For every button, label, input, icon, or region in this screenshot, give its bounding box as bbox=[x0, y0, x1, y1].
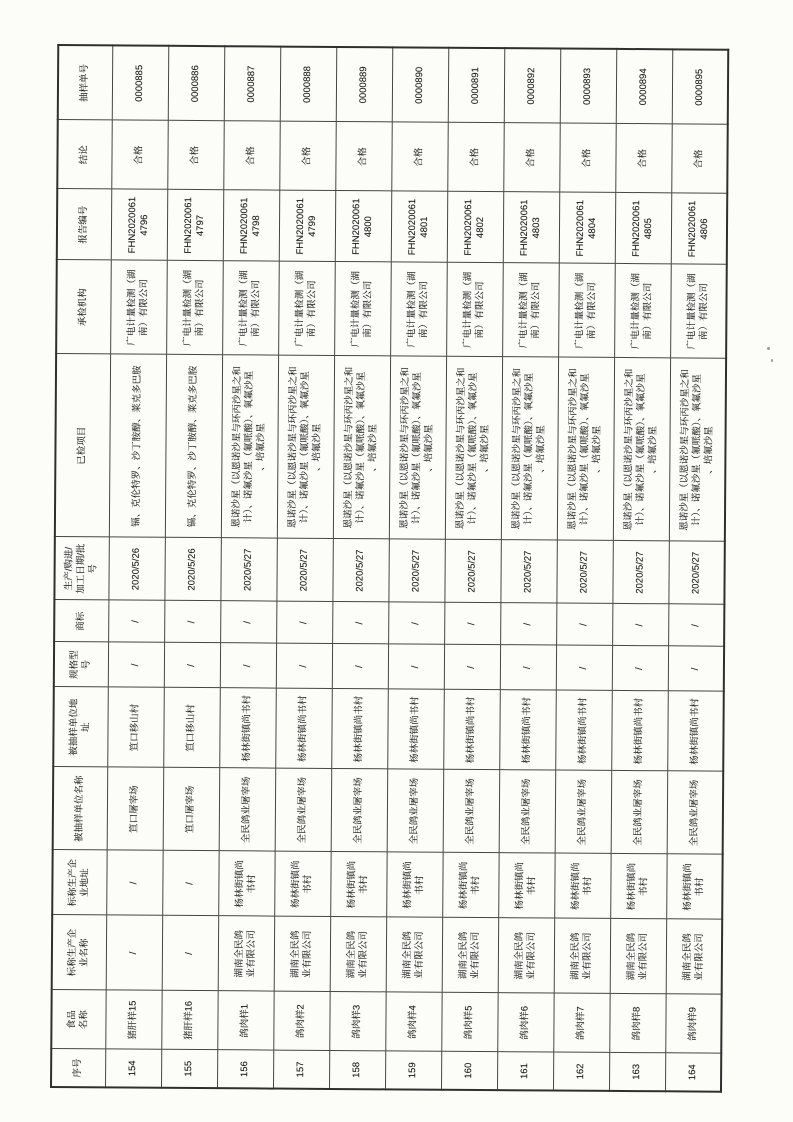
cell-tested_items: 恩诺沙星（以恩诺沙星与环丙沙星之和 计）、诺氟沙星（氟哌酸）、氧氟沙星 、培氟沙星 bbox=[557, 358, 614, 541]
cell-trademark: / bbox=[164, 601, 220, 643]
cell-tested_items: 恩诺沙星（以恩诺沙星与环丙沙星之和 计）、诺氟沙星（氟哌酸）、氧氟沙星 、培氟沙星 bbox=[501, 357, 558, 540]
scan-artifact bbox=[767, 347, 770, 350]
cell-producer_address: 杨林街镇尚 书村 bbox=[498, 853, 554, 918]
cell-seq: 159 bbox=[385, 1051, 441, 1089]
cell-spec: / bbox=[556, 646, 612, 691]
cell-trademark: / bbox=[668, 604, 724, 646]
cell-sampled_unit_name: 全民鸽业屠宰场 bbox=[443, 770, 500, 853]
cell-producer_name: 湖南全民鸽 业有限公司 bbox=[498, 918, 555, 993]
header-report_no: 报告编号 bbox=[57, 189, 111, 260]
cell-spec: / bbox=[444, 645, 500, 690]
cell-sampled_unit_address: 杨林街镇尚书村 bbox=[443, 690, 500, 770]
header-sampled_unit_address: 被抽样单位地 址 bbox=[53, 687, 108, 767]
cell-spec: / bbox=[108, 642, 164, 687]
cell-seq: 157 bbox=[273, 1051, 329, 1089]
cell-sampled_unit_address: 杨林街镇尚书村 bbox=[219, 688, 276, 768]
table-row bbox=[385, 47, 448, 1089]
cell-date_batch: 2020/5/26 bbox=[164, 538, 220, 601]
cell-producer_name: 湖南全民鸽 业有限公司 bbox=[554, 919, 611, 994]
cell-food_name: 猪肝样16 bbox=[161, 991, 217, 1050]
cell-seq: 158 bbox=[329, 1051, 385, 1089]
cell-sample_no: 0000894 bbox=[616, 49, 673, 124]
cell-tested_items: 镉、克伦特罗、沙丁胺醇、莱克多巴胺 bbox=[165, 355, 222, 538]
cell-sampled_unit_address: 笪口移山村 bbox=[107, 687, 164, 767]
cell-agency: 广电计量检测（湖 南）有限公司 bbox=[446, 263, 503, 357]
cell-seq: 156 bbox=[217, 1050, 273, 1088]
cell-producer_address: 杨林街镇尚 书村 bbox=[554, 854, 610, 919]
header-tested_items: 已检项目 bbox=[55, 354, 110, 537]
header-sample_no: 抽样单号 bbox=[58, 45, 113, 120]
table-row bbox=[105, 45, 168, 1087]
cell-agency: 广电计量检测（湖 南）有限公司 bbox=[390, 262, 447, 356]
cell-sample_no: 0000891 bbox=[448, 48, 505, 123]
cell-seq: 155 bbox=[161, 1050, 217, 1088]
cell-agency: 广电计量检测（湖 南）有限公司 bbox=[110, 260, 167, 354]
cell-date_batch: 2020/5/27 bbox=[556, 541, 612, 604]
cell-sample_no: 0000885 bbox=[112, 45, 169, 120]
table-row bbox=[665, 49, 728, 1091]
cell-producer_name: 湖南全民鸽 业有限公司 bbox=[330, 917, 387, 992]
cell-food_name: 鸽肉样1 bbox=[217, 991, 273, 1050]
header-agency: 承检机构 bbox=[56, 260, 111, 354]
table-row bbox=[217, 46, 280, 1088]
cell-spec: / bbox=[612, 646, 668, 691]
header-trademark: 商标 bbox=[54, 600, 108, 642]
cell-food_name: 鸽肉样5 bbox=[441, 993, 497, 1052]
cell-trademark: / bbox=[332, 602, 388, 644]
cell-seq: 164 bbox=[665, 1053, 721, 1091]
cell-producer_name: 湖南全民鸽 业有限公司 bbox=[610, 919, 667, 994]
cell-sampled_unit_address: 杨林街镇尚书村 bbox=[611, 691, 668, 771]
cell-sampled_unit_name: 全民鸽业屠宰场 bbox=[219, 768, 276, 851]
cell-conclusion: 合格 bbox=[559, 124, 615, 193]
cell-food_name: 鸽肉样6 bbox=[497, 993, 553, 1052]
cell-producer_address: / bbox=[162, 851, 218, 916]
cell-report_no: FHN2020061 4801 bbox=[391, 191, 447, 262]
cell-agency: 广电计量检测（湖 南）有限公司 bbox=[334, 262, 391, 356]
cell-producer_name: 湖南全民鸽 业有限公司 bbox=[386, 917, 443, 992]
cell-agency: 广电计量检测（湖 南）有限公司 bbox=[278, 262, 335, 356]
cell-food_name: 鸽肉样4 bbox=[385, 992, 441, 1051]
cell-sampled_unit_name: 全民鸽业屠宰场 bbox=[387, 769, 444, 852]
cell-trademark: / bbox=[444, 603, 500, 645]
cell-producer_address: 杨林街镇尚 书村 bbox=[610, 854, 666, 919]
cell-date_batch: 2020/5/27 bbox=[500, 540, 556, 603]
cell-spec: / bbox=[668, 646, 724, 691]
cell-sample_no: 0000886 bbox=[168, 46, 225, 121]
cell-producer_address: / bbox=[106, 850, 162, 915]
cell-trademark: / bbox=[500, 603, 556, 645]
cell-sampled_unit_address: 杨林街镇尚书村 bbox=[499, 690, 556, 770]
cell-tested_items: 恩诺沙星（以恩诺沙星与环丙沙星之和 计）、诺氟沙星（氟哌酸）、氧氟沙星 、培氟沙星 bbox=[669, 358, 726, 541]
cell-sampled_unit_name: 全民鸽业屠宰场 bbox=[611, 771, 668, 854]
cell-agency: 广电计量检测（湖 南）有限公司 bbox=[614, 264, 671, 358]
cell-agency: 广电计量检测（湖 南）有限公司 bbox=[222, 261, 279, 355]
rotated-table-wrapper bbox=[50, 46, 729, 1093]
cell-tested_items: 镉、克伦特罗、沙丁胺醇、莱克多巴胺 bbox=[109, 354, 166, 537]
cell-sample_no: 0000887 bbox=[224, 46, 281, 121]
cell-tested_items: 恩诺沙星（以恩诺沙星与环丙沙星之和 计）、诺氟沙星（氟哌酸）、氧氟沙星 、培氟沙星 bbox=[221, 355, 278, 538]
cell-date_batch: 2020/5/27 bbox=[612, 541, 668, 604]
cell-food_name: 鸽肉样8 bbox=[609, 994, 665, 1053]
header-producer_address: 标称生产企 业地址 bbox=[52, 850, 106, 915]
cell-trademark: / bbox=[276, 602, 332, 644]
cell-producer_name: 湖南全民鸽 业有限公司 bbox=[442, 918, 499, 993]
cell-producer_address: 杨林街镇尚 书村 bbox=[442, 853, 498, 918]
table-row bbox=[553, 49, 616, 1091]
cell-producer_address: 杨林街镇尚 书村 bbox=[666, 854, 722, 919]
cell-sampled_unit_address: 笪口移山村 bbox=[163, 688, 220, 768]
cell-seq: 160 bbox=[441, 1052, 497, 1090]
cell-sampled_unit_name: 全民鸽业屠宰场 bbox=[555, 771, 612, 854]
inspection-table bbox=[50, 44, 729, 1093]
cell-report_no: FHN2020061 4802 bbox=[447, 192, 503, 263]
cell-tested_items: 恩诺沙星（以恩诺沙星与环丙沙星之和 计）、诺氟沙星（氟哌酸）、氧氟沙星 、培氟沙星 bbox=[277, 356, 334, 539]
table-body bbox=[105, 45, 728, 1091]
cell-report_no: FHN2020061 4803 bbox=[503, 192, 559, 263]
cell-food_name: 鸽肉样2 bbox=[273, 992, 329, 1051]
cell-food_name: 鸽肉样9 bbox=[665, 994, 721, 1053]
cell-sampled_unit_address: 杨林街镇尚书村 bbox=[667, 691, 724, 771]
cell-spec: / bbox=[388, 644, 444, 689]
cell-sampled_unit_name: 全民鸽业屠宰场 bbox=[667, 771, 724, 854]
cell-trademark: / bbox=[556, 604, 612, 646]
cell-report_no: FHN2020061 4805 bbox=[615, 193, 671, 264]
cell-spec: / bbox=[220, 643, 276, 688]
cell-sampled_unit_address: 杨林街镇尚书村 bbox=[275, 689, 332, 769]
header-sampled_unit_name: 被抽样单位名称 bbox=[53, 767, 108, 850]
header-seq: 序号 bbox=[51, 1049, 105, 1087]
cell-producer_name: 湖南全民鸽 业有限公司 bbox=[274, 917, 331, 992]
cell-agency: 广电计量检测（湖 南）有限公司 bbox=[502, 263, 559, 357]
cell-sampled_unit_address: 杨林街镇尚书村 bbox=[387, 689, 444, 769]
cell-conclusion: 合格 bbox=[167, 121, 223, 190]
cell-sampled_unit_name: 全民鸽业屠宰场 bbox=[275, 769, 332, 852]
header-row bbox=[51, 45, 112, 1087]
table-row bbox=[273, 47, 336, 1089]
cell-sampled_unit_name: 笪口屠宰场 bbox=[163, 768, 220, 851]
header-spec: 规格型 号 bbox=[54, 642, 108, 687]
cell-conclusion: 合格 bbox=[447, 123, 503, 192]
table-row bbox=[329, 47, 392, 1089]
cell-producer_address: 杨林街镇尚 书村 bbox=[218, 851, 274, 916]
cell-seq: 161 bbox=[497, 1052, 553, 1090]
cell-trademark: / bbox=[388, 602, 444, 644]
cell-date_batch: 2020/5/27 bbox=[276, 539, 332, 602]
cell-seq: 154 bbox=[105, 1049, 161, 1087]
cell-producer_name: 湖南全民鸽 业有限公司 bbox=[666, 919, 723, 994]
cell-date_batch: 2020/5/26 bbox=[108, 537, 164, 600]
cell-sample_no: 0000890 bbox=[392, 47, 449, 122]
cell-seq: 162 bbox=[553, 1053, 609, 1091]
cell-sample_no: 0000895 bbox=[672, 49, 729, 124]
cell-sampled_unit_name: 笪口屠宰场 bbox=[107, 767, 164, 850]
cell-sample_no: 0000892 bbox=[504, 48, 561, 123]
cell-conclusion: 合格 bbox=[279, 122, 335, 191]
table-row bbox=[161, 46, 224, 1088]
cell-report_no: FHN2020061 4798 bbox=[223, 190, 279, 261]
cell-conclusion: 合格 bbox=[111, 120, 167, 189]
cell-sampled_unit_address: 杨林街镇尚书村 bbox=[555, 691, 612, 771]
cell-agency: 广电计量检测（湖 南）有限公司 bbox=[670, 264, 727, 358]
cell-conclusion: 合格 bbox=[335, 122, 391, 191]
cell-producer_name: / bbox=[162, 916, 219, 991]
cell-conclusion: 合格 bbox=[223, 121, 279, 190]
cell-date_batch: 2020/5/27 bbox=[388, 539, 444, 602]
header-conclusion: 结论 bbox=[57, 120, 111, 189]
cell-tested_items: 恩诺沙星（以恩诺沙星与环丙沙星之和 计）、诺氟沙星（氟哌酸）、氧氟沙星 、培氟沙星 bbox=[445, 357, 502, 540]
cell-food_name: 鸽肉样3 bbox=[329, 992, 385, 1051]
cell-date_batch: 2020/5/27 bbox=[668, 541, 724, 604]
table-header bbox=[51, 45, 112, 1087]
cell-sampled_unit_name: 全民鸽业屠宰场 bbox=[331, 769, 388, 852]
cell-producer_name: / bbox=[106, 915, 163, 990]
cell-sample_no: 0000889 bbox=[336, 47, 393, 122]
cell-report_no: FHN2020061 4806 bbox=[671, 193, 727, 264]
cell-seq: 163 bbox=[609, 1053, 665, 1091]
cell-trademark: / bbox=[108, 600, 164, 642]
cell-producer_address: 杨林街镇尚 书村 bbox=[274, 852, 330, 917]
table-row bbox=[609, 49, 672, 1091]
cell-producer_address: 杨林街镇尚 书村 bbox=[386, 852, 442, 917]
cell-trademark: / bbox=[220, 601, 276, 643]
cell-report_no: FHN2020061 4799 bbox=[279, 191, 335, 262]
cell-food_name: 猪肝样15 bbox=[105, 990, 161, 1049]
cell-tested_items: 恩诺沙星（以恩诺沙星与环丙沙星之和 计）、诺氟沙星（氟哌酸）、氧氟沙星 、培氟沙星 bbox=[613, 358, 670, 541]
cell-report_no: FHN2020061 4800 bbox=[335, 191, 391, 262]
cell-tested_items: 恩诺沙星（以恩诺沙星与环丙沙星之和 计）、诺氟沙星（氟哌酸）、氧氟沙星 、培氟沙星 bbox=[389, 356, 446, 539]
cell-report_no: FHN2020061 4797 bbox=[167, 190, 223, 261]
cell-report_no: FHN2020061 4804 bbox=[559, 193, 615, 264]
cell-sampled_unit_address: 杨林街镇尚书村 bbox=[331, 689, 388, 769]
cell-conclusion: 合格 bbox=[391, 122, 447, 191]
cell-report_no: FHN2020061 4796 bbox=[111, 189, 167, 260]
cell-spec: / bbox=[164, 643, 220, 688]
cell-producer_name: 湖南全民鸽 业有限公司 bbox=[218, 916, 275, 991]
cell-agency: 广电计量检测（湖 南）有限公司 bbox=[166, 261, 223, 355]
cell-sampled_unit_name: 全民鸽业屠宰场 bbox=[499, 770, 556, 853]
cell-conclusion: 合格 bbox=[671, 124, 727, 193]
header-food_name: 食品 名称 bbox=[51, 990, 105, 1049]
cell-producer_address: 杨林街镇尚 书村 bbox=[330, 852, 386, 917]
table-row bbox=[441, 48, 504, 1090]
scan-artifact bbox=[771, 359, 773, 362]
cell-date_batch: 2020/5/27 bbox=[220, 538, 276, 601]
cell-agency: 广电计量检测（湖 南）有限公司 bbox=[558, 264, 615, 358]
cell-sample_no: 0000893 bbox=[560, 49, 617, 124]
cell-tested_items: 恩诺沙星（以恩诺沙星与环丙沙星之和 计）、诺氟沙星（氟哌酸）、氧氟沙星 、培氟沙星 bbox=[333, 356, 390, 539]
table-row bbox=[497, 48, 560, 1090]
cell-spec: / bbox=[276, 644, 332, 689]
cell-date_batch: 2020/5/27 bbox=[332, 539, 388, 602]
cell-spec: / bbox=[500, 645, 556, 690]
cell-date_batch: 2020/5/27 bbox=[444, 540, 500, 603]
cell-spec: / bbox=[332, 644, 388, 689]
cell-trademark: / bbox=[612, 604, 668, 646]
cell-conclusion: 合格 bbox=[503, 123, 559, 192]
cell-conclusion: 合格 bbox=[615, 124, 671, 193]
header-date_batch: 生产/购进/ 加工日期/批 号 bbox=[54, 537, 108, 600]
cell-food_name: 鸽肉样7 bbox=[553, 994, 609, 1053]
cell-sample_no: 0000888 bbox=[280, 47, 337, 122]
header-producer_name: 标称生产企 业名称 bbox=[52, 915, 107, 990]
